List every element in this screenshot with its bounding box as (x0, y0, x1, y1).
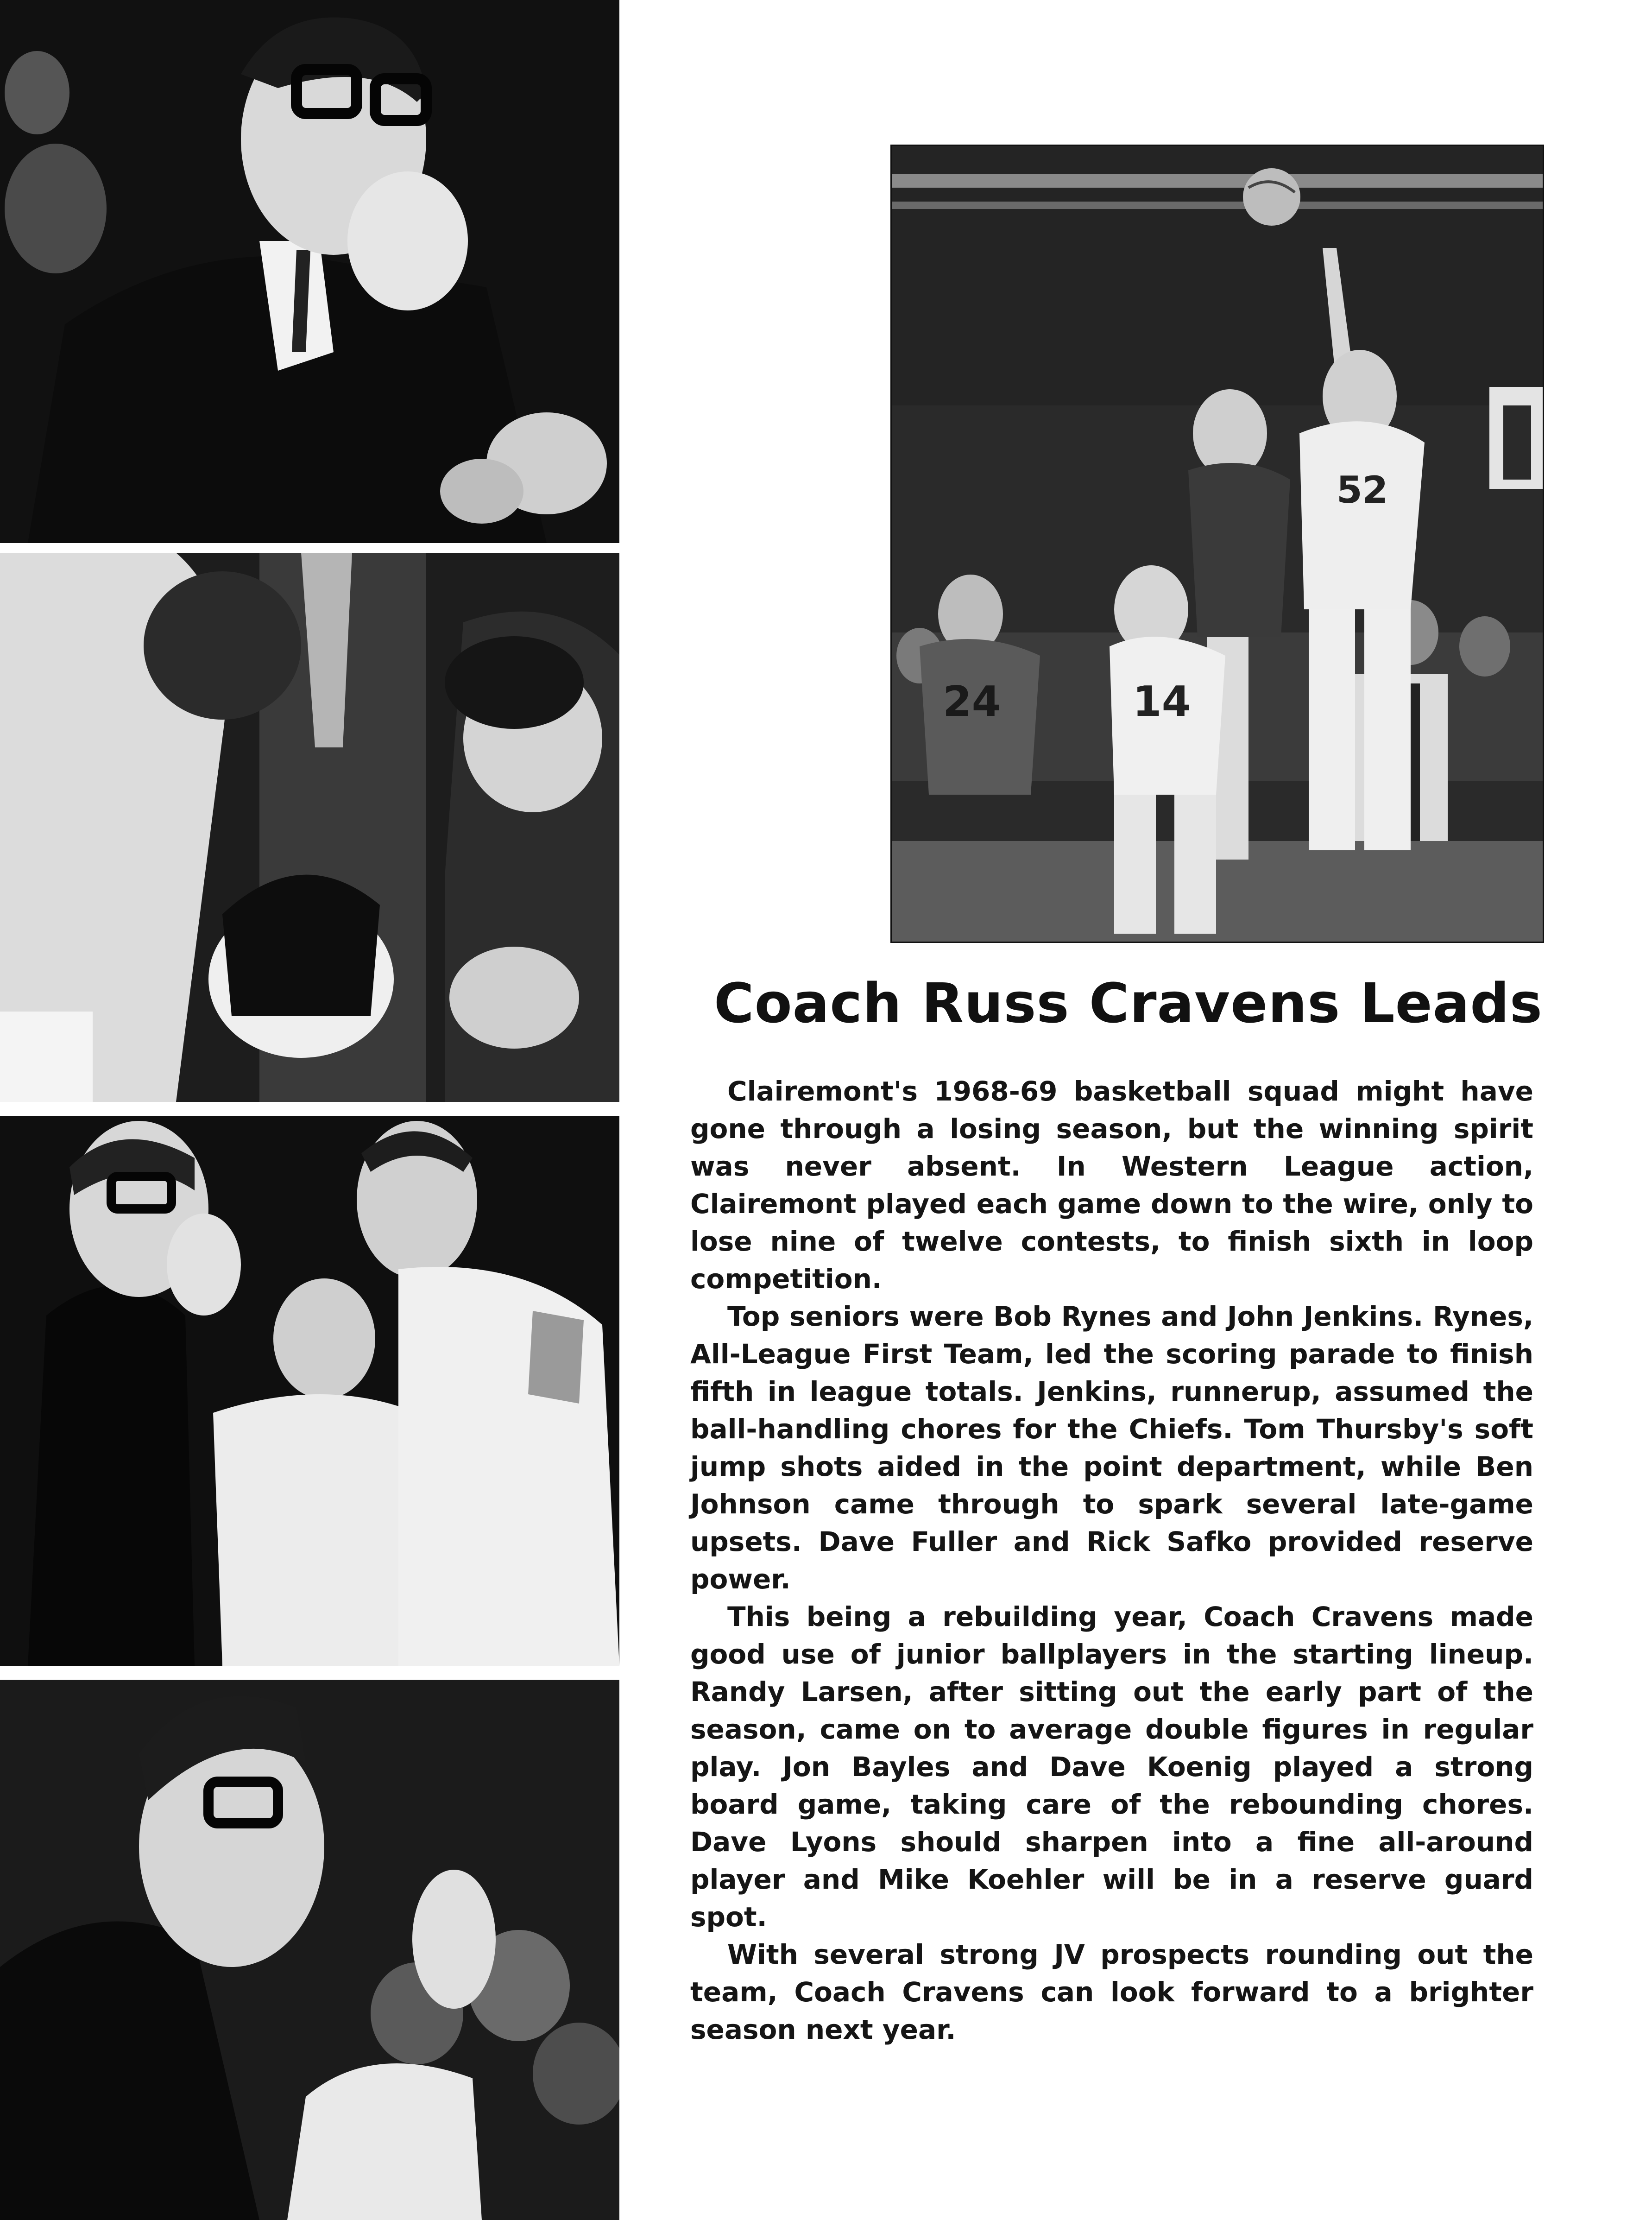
photo-team-huddle (0, 553, 619, 1102)
photo-coach-gesturing (0, 1680, 619, 2220)
photo-coach-gesturing-image (0, 1680, 619, 2220)
article-body (690, 1073, 1533, 2049)
photo-coach-fist-image (0, 0, 619, 543)
jersey-number-14: 14 (1133, 677, 1191, 726)
jersey-number-52: 52 (1337, 468, 1388, 512)
photo-team-huddle-image (0, 553, 619, 1102)
photo-coach-fist (0, 0, 619, 543)
photo-jump-ball-image (892, 146, 1543, 942)
article-paragraph: With several strong JV prospects rounding out the team, Coach Cravens can look forward to a brighter season next year. (690, 1939, 1533, 2045)
photo-coach-sideline (0, 1116, 619, 1666)
jersey-number-24: 24 (943, 677, 1001, 726)
article-paragraph: Clairemont's 1968-69 basketball squad might have gone through a losing season, but the winning spirit was never absent. In Western League action, Clairemont played each game down to the wire, only to lose nine of twelve contests, to finish sixth in loop competition. (690, 1075, 1533, 1295)
article-paragraph: This being a rebuilding year, Coach Cravens made good use of junior ballplayers in the starting lineup. Randy Larsen, after sitting out the early part of the season, came on to average double figures in regular play. Jon Bayles and Dave Koenig played a strong board game, taking care of the rebounding chores. Dave Lyons should sharpen into a fine all-around player and Mike Koehler will be in a reserve guard spot. (690, 1601, 1533, 1933)
photo-coach-sideline-image (0, 1116, 619, 1666)
article-paragraph: Top seniors were Bob Rynes and John Jenkins. Rynes, All-League First Team, led the scoring parade to finish fifth in league totals. Jenkins, runnerup, assumed the ball-handling chores for the Chiefs. Tom Thursby's soft jump shots aided in the point department, while Ben Johnson came through to spark several late-game upsets. Dave Fuller and Rick Safko provided reserve power. (690, 1301, 1533, 1595)
article-headline: Coach Russ Cravens Leads (714, 971, 1543, 1035)
photo-jump-ball (890, 145, 1544, 943)
